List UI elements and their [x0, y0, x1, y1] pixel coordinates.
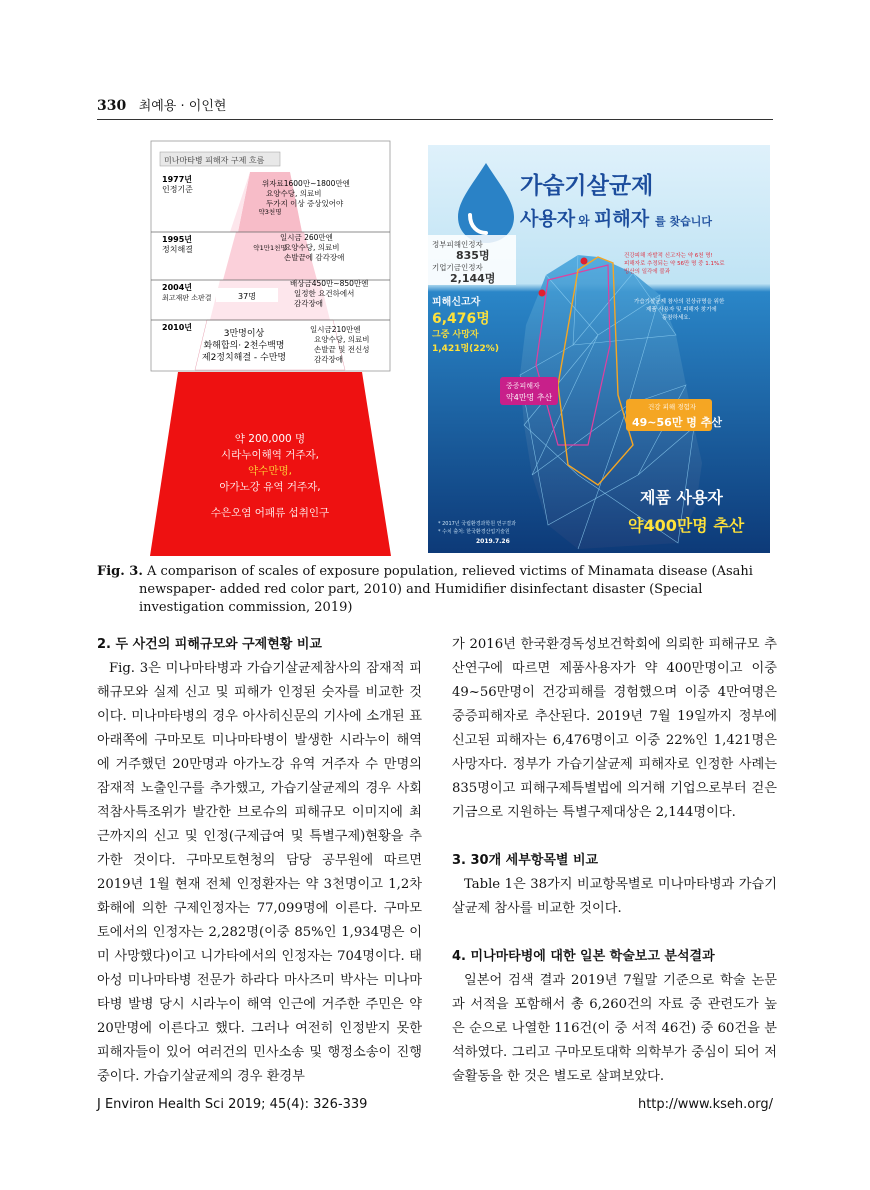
- fund-label: 기업기금인정자: [432, 263, 483, 272]
- poster-title-1: 가습기살균제: [520, 173, 654, 199]
- journal-citation: J Environ Health Sci 2019; 45(4): 326-339: [97, 1097, 368, 1112]
- row2-bullet-3: 손발끝에 감각장애: [284, 253, 345, 262]
- base-line-3: 약수만명,: [248, 465, 292, 477]
- tier3-label: 37명: [238, 292, 256, 301]
- note-top-2: 피해자로 추정되는 약 56만 명 중 1.1%로: [624, 261, 725, 267]
- section-2-continued: 가 2016년 한국환경독성보건학회에 의뢰한 피해규모 추산연구에 따르면 제품사용자가 약 400만명이고 이중 49~56만명이 건강피해를 경험했으며 이중 4만여명은 중증피해자로 추산된다. 2019년 7월 19일까지 정부에 신고된 피해자는 6,476명이고 이중 22%인 1,421명은 사망자다. 정부가 가습기살균제 피해자로 인정한 사례는 835명이고 피해구제특별법에 의거해 기업으로부터 걷은 기금으로 지원하는 특별구제대상은 2,144명이다.: [452, 637, 777, 820]
- report-value: 6,476명: [432, 311, 490, 327]
- report-marker: [539, 290, 546, 297]
- users-label: 제품 사용자: [640, 488, 723, 507]
- tier4-line-3: 제2정치해결 - 수만명: [201, 353, 287, 363]
- poster-title-2a: 사용자: [520, 208, 576, 230]
- fund-value: 2,144명: [450, 272, 496, 285]
- right-column: [452, 633, 777, 1089]
- severe-value: 약4만명 추산: [506, 393, 553, 402]
- row4-bullet-4: 감각장애: [314, 355, 343, 364]
- left-column: [97, 633, 422, 1089]
- row1-bullet-2: 요양수당, 의료비: [266, 189, 322, 198]
- note-mid-3: 동참하세요.: [662, 315, 691, 321]
- row3-bullet-2: 일정한 요건하에서: [294, 289, 355, 298]
- health-label: 건강 피해 경험자: [648, 403, 697, 411]
- page-footer: [97, 1097, 773, 1112]
- row1-year: 1977년: [162, 175, 192, 184]
- gov-value: 835명: [456, 249, 490, 262]
- section-2-heading: 2. 두 사건의 피해규모와 구제현황 비교: [97, 637, 322, 652]
- section-4-heading: 4. 미나마타병에 대한 일본 학술보고 분석결과: [452, 949, 715, 964]
- death-label: 그중 사망자: [432, 330, 479, 340]
- row2-bullet-1: 일시금 260만엔: [280, 233, 333, 242]
- row2-event: 정치해결: [162, 245, 193, 254]
- exposed-population-base: [150, 372, 391, 556]
- poster-title-2c: 피해자: [594, 208, 650, 230]
- minamata-pyramid-figure: [150, 140, 391, 556]
- health-value: 49~56만 명 추산: [632, 416, 722, 429]
- users-value: 약400만명 추산: [628, 516, 745, 535]
- section-4-paragraph: 일본어 검색 결과 2019년 7월말 기준으로 학술 논문과 서적을 포함해서 총 6,260건의 자료 중 관련도가 높은 순으로 나열한 116건(이 중 서적 46건) 중 60건을 분석하였다. 그리고 구마모토대학 의학부가 중심이 되어 저술활동을 한 것은 별도로 살펴보았다.: [452, 973, 777, 1084]
- note-mid-2: 제품 사용자 및 피해자 찾기에: [646, 307, 717, 313]
- tier4-line-1: 3만명이상: [223, 329, 265, 339]
- figure-caption: [97, 563, 773, 617]
- tier4-line-2: 화해합의· 2천수백명: [203, 341, 285, 351]
- caption-label: Fig. 3.: [97, 564, 143, 579]
- row4-bullet-3: 손발끝 및 전신성: [314, 345, 370, 354]
- section-2-paragraph: Fig. 3은 미나마타병과 가습기살균제참사의 잠재적 피해규모와 실제 신고 및 피해가 인정된 숫자를 비교한 것이다. 미나마타병의 경우 아사히신문의 기사에 소개된 표 아래쪽에 구마모토 미나마타병이 발생한 시라누이 해역에 거주했던 20만명과 아가노강 유역 거주자 수 만명의 잠재적 노출인구를 추가했고, 가습기살균제의 경우 사회적참사특조위가 발간한 브로슈의 피해규모 이미지에 최근까지의 신고 및 인정(구제급여 및 특별구제)현황을 추가한 것이다. 구마모토현청의 담당 공무원에 따르면 2019년 1월 현재 전체 인정환자는 약 3천명이고 1,2차 화해에 의한 구제인정자는 77,099명에 이른다. 구마모토에서의 인정자는 2,282명(이중 85%인 1,934명은 이미 사망했다)이고 니가타에서의 인정자는 704명이다. 태아성 미나마타병 전문가 하라다 마사즈미 박사는 미나마타병 발병 당시 시라누이 해역 인근에 거주한 주민은 약 20만명에 이른다고 했다. 그러나 여전히 인정받지 못한 피해자들이 있어 여러건의 민사소송 및 행정소송이 진행중이다. 가습기살균제의 경우 환경부: [97, 661, 422, 1084]
- source-date: 2019.7.26: [476, 538, 510, 545]
- running-header: [97, 95, 773, 120]
- note-top-1: 건강피해 자발적 신고자는 약 6천 명!: [624, 253, 713, 259]
- source-2: * 수치 출처: 한국환경산업기술원: [438, 529, 510, 535]
- row4-bullet-2: 요양수당, 의료비: [314, 335, 370, 344]
- page-number: 330: [97, 98, 127, 114]
- gov-marker: [581, 258, 588, 265]
- row3-year: 2004년: [162, 283, 192, 292]
- base-line-1: 약 200,000 명: [234, 433, 306, 445]
- row4-year: 2010년: [162, 323, 192, 332]
- row1-event: 인정기준: [162, 185, 193, 194]
- row3-event: 최고재판 소판결: [162, 294, 212, 302]
- severe-label: 중증피해자: [506, 382, 540, 390]
- tier2-label: 약1만1천명: [253, 244, 287, 252]
- row1-bullet-3: 두가지 이상 증상있어야: [266, 199, 344, 208]
- section-3-heading: 3. 30개 세부항목별 비교: [452, 853, 599, 868]
- header-authors: 최예용 · 이인현: [138, 99, 227, 114]
- death-value: 1,421명(22%): [432, 344, 499, 354]
- source-1: * 2017년 국립환경과학원 연구결과: [438, 521, 516, 527]
- section-3-paragraph: Table 1은 38가지 비교항목별로 미나마타병과 가습기살균제 참사를 비교한 것이다.: [452, 877, 777, 916]
- journal-url: http://www.kseh.org/: [637, 1097, 773, 1112]
- caption-text: A comparison of scales of exposure population, relieved victims of Minamata disease (Asahi newspaper- added red color part, 2010) and Humidifier disinfectant disaster (Special investigation commission, 2019): [139, 564, 753, 615]
- base-line-5: 수은오염 어패류 섭취인구: [210, 507, 330, 519]
- base-line-2: 시라누이해역 거주자,: [221, 449, 319, 461]
- note-top-3: 빙산의 일각에 불과: [624, 269, 671, 275]
- note-mid-1: 가습기살균제 참사의 진상규명을 위한: [634, 299, 725, 305]
- pyramid-title: 미나마타병 피해자 구제 흐름: [164, 156, 265, 165]
- poster-title-2d: 를 찾습니다: [655, 215, 712, 228]
- row3-bullet-1: 배상금450만~850만엔: [290, 279, 369, 288]
- row2-bullet-2: 요양수당, 의료비: [284, 243, 340, 252]
- report-label: 피해신고자: [432, 297, 481, 308]
- row3-bullet-3: 감각장애: [294, 299, 323, 308]
- row1-bullet-1: 위자료1600만~1800만엔: [262, 179, 350, 188]
- tier1-label: 약3천명: [258, 208, 282, 216]
- row2-year: 1995년: [162, 235, 192, 244]
- row4-bullet-1: 일시금210만엔: [310, 325, 361, 334]
- humidifier-poster-figure: [428, 145, 770, 553]
- gov-label: 정부피해인정자: [432, 240, 483, 249]
- poster-title-2b: 와: [578, 214, 590, 228]
- base-line-4: 아가노강 유역 거주자,: [219, 481, 321, 493]
